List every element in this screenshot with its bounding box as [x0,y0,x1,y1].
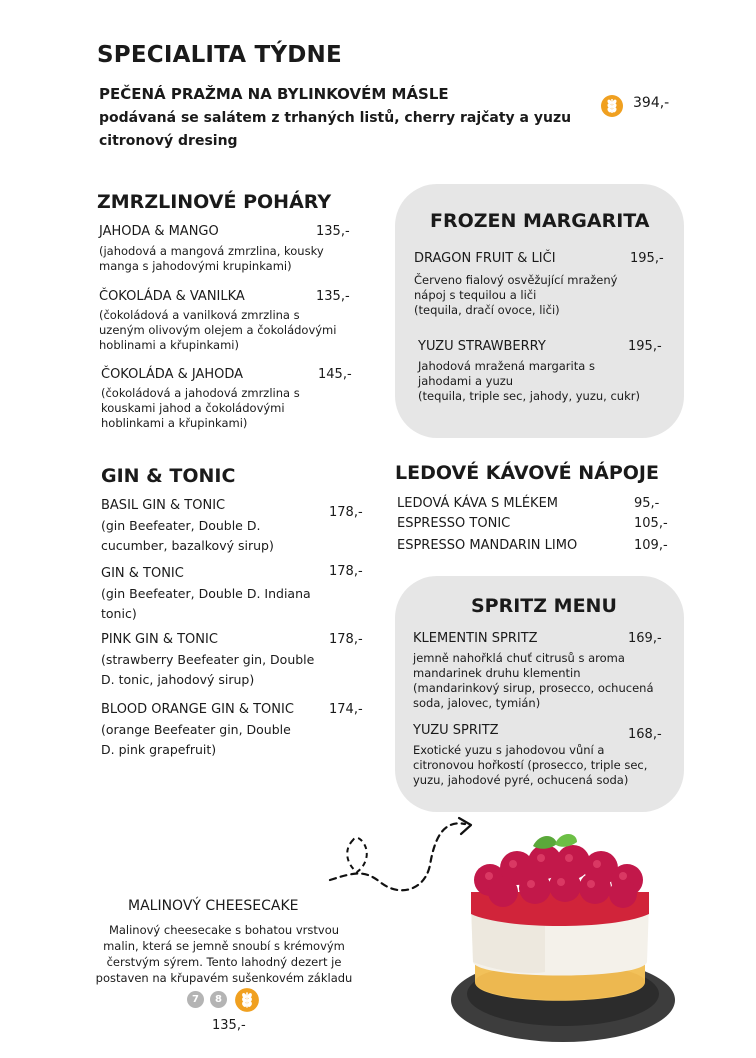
gin-heading: GIN & TONIC [101,465,236,487]
weekly-desc-1: podávaná se salátem z trhaných listů, cherry rajčaty a yuzu [99,110,572,126]
coffee-price-2: 105,- [634,516,668,531]
frozen-heading: FROZEN MARGARITA [430,210,650,232]
coffee-price-3: 109,- [634,538,668,553]
frozen-price-1: 195,- [630,251,664,266]
sundae-name-3: ČOKOLÁDA & JAHODA [101,367,244,382]
frozen-name-1: DRAGON FRUIT & LIČI [414,251,556,266]
frozen-name-2: YUZU STRAWBERRY [418,339,546,354]
gin-desc-1: (gin Beefeater, Double D. cucumber, bazalkový sirup) [101,518,274,553]
spritz-name-1: KLEMENTIN SPRITZ [413,631,538,646]
weekly-price: 394,- [633,95,670,111]
gin-name-2: GIN & TONIC [101,566,184,581]
coffee-name-1: LEDOVÁ KÁVA S MLÉKEM [397,496,559,511]
sundae-name-2: ČOKOLÁDA & VANILKA [99,289,245,304]
frozen-price-2: 195,- [628,339,662,354]
coffee-name-2: ESPRESSO TONIC [397,516,511,531]
allergen-badge-7: 7 [187,991,204,1008]
coffee-price-1: 95,- [634,496,660,511]
sundae-price-2: 135,- [316,289,350,304]
gin-name-4: BLOOD ORANGE GIN & TONIC [101,702,294,717]
weekly-dish: PEČENÁ PRAŽMA NA BYLINKOVÉM MÁSLE [99,85,449,103]
spritz-price-2: 168,- [628,727,662,742]
gin-desc-4: (orange Beefeater gin, Double D. pink grapefruit) [101,722,291,757]
gin-desc-2: (gin Beefeater, Double D. Indiana tonic) [101,586,311,621]
gin-name-3: PINK GIN & TONIC [101,632,218,647]
frozen-desc-1: Červeno fialový osvěžující mražený nápoj s tequilou a liči (tequila, dračí ovoce, liči) [414,273,618,317]
spritz-desc-1: jemně nahořklá chuť citrusů s aroma mandarinek druhu klementin (mandarinkový sirup, prosecco, ochucená soda, jalovec, tymián) [413,651,654,710]
gin-price-3: 178,- [329,632,363,647]
cheesecake-price: 135,- [212,1018,246,1033]
spritz-heading: SPRITZ MENU [471,595,617,617]
sundae-name-1: JAHODA & MANGO [99,224,219,239]
gin-price-4: 174,- [329,702,363,717]
sundae-price-1: 135,- [316,224,350,239]
spritz-desc-2: Exotické yuzu s jahodovou vůní a citronovou hořkostí (prosecco, triple sec, yuzu, jahodové pyré, ochucená soda) [413,743,648,787]
sundae-desc-3: (čokoládová a jahodová zmrzlina s kouskami jahod a čokoládovými hoblinkami a křupinkami) [101,386,300,430]
gin-price-2: 178,- [329,564,363,579]
gin-name-1: BASIL GIN & TONIC [101,498,226,513]
sundae-desc-2: (čokoládová a vanilková zmrzlina s uzeným olivovým olejem a čokoládovými hoblinami a křupinkami) [99,308,337,352]
wheat-icon [600,94,624,118]
frozen-desc-2: Jahodová mražená margarita s jahodami a yuzu (tequila, triple sec, jahody, yuzu, cukr) [418,359,640,403]
sundae-desc-1: (jahodová a mangová zmrzlina, kousky manga s jahodovými krupinkami) [99,244,324,273]
allergen-badge-8: 8 [210,991,227,1008]
coffee-heading: LEDOVÉ KÁVOVÉ NÁPOJE [395,462,659,484]
spritz-price-1: 169,- [628,631,662,646]
sundae-price-3: 145,- [318,367,352,382]
cheesecake-desc: Malinový cheesecake s bohatou vrstvou malin, která se jemně snoubí s krémovým čerstvým sýrem. Tento lahodný dezert je postaven na křupavém sušenkovém základu [95,923,353,985]
cheesecake-illustration [445,832,685,1047]
weekly-heading: SPECIALITA TÝDNE [97,42,342,68]
sundaes-heading: ZMRZLINOVÉ POHÁRY [97,191,332,213]
spritz-name-2: YUZU SPRITZ [413,723,499,738]
weekly-desc-2: citronový dresing [99,133,238,149]
coffee-name-3: ESPRESSO MANDARIN LIMO [397,538,578,553]
wheat-icon [234,987,260,1013]
cheesecake-name: MALINOVÝ CHEESECAKE [128,898,299,914]
gin-desc-3: (strawberry Beefeater gin, Double D. tonic, jahodový sirup) [101,652,315,687]
gin-price-1: 178,- [329,505,363,520]
